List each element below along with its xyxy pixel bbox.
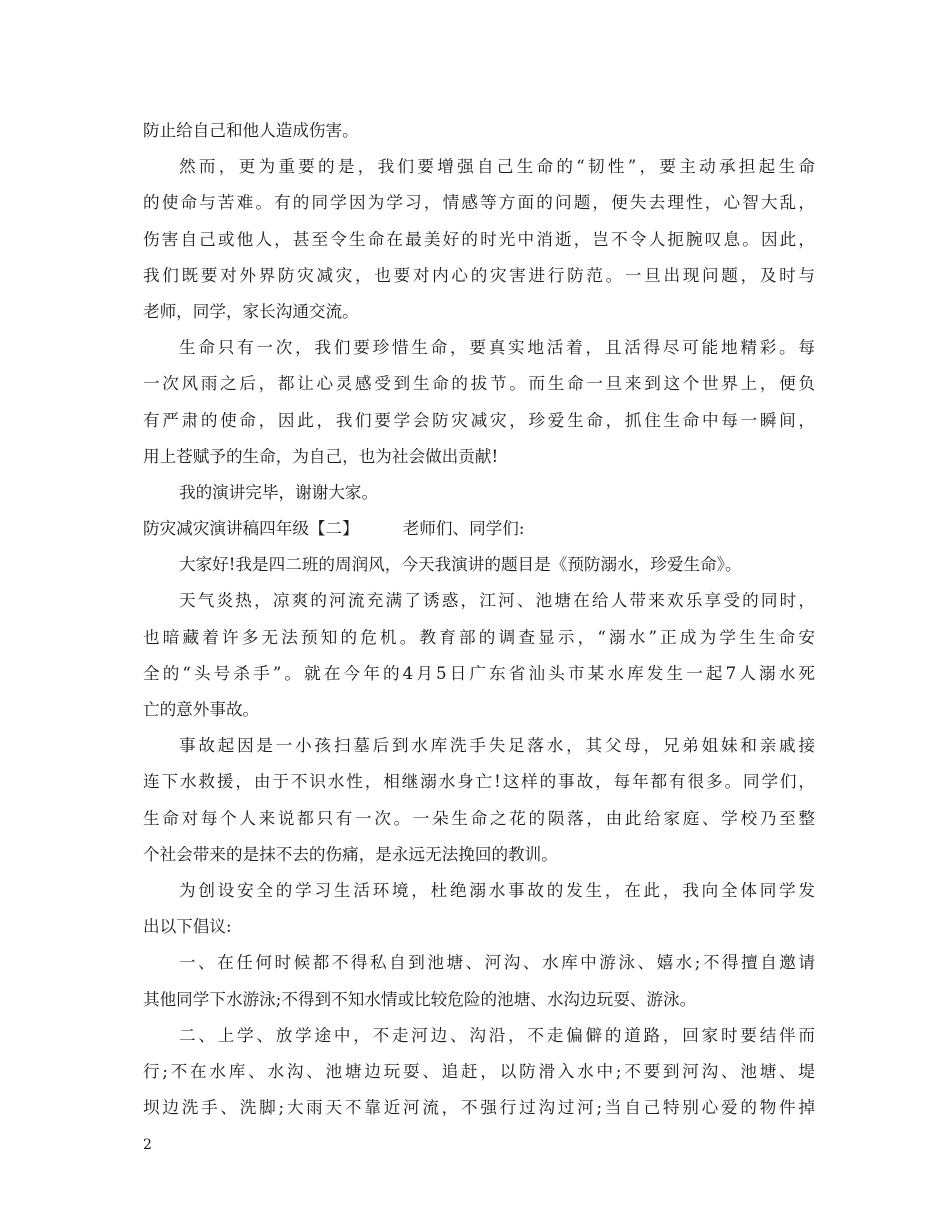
paragraph-line: 生命对每个人来说都只有一次。一朵生命之花的陨落，由此给家庭、学校乃至整 — [143, 808, 815, 828]
paragraph-line: 然而，更为重要的是，我们要增强自己生命的“韧性”，要主动承担起生命 — [179, 157, 815, 177]
paragraph-line: 用上苍赋予的生命，为自己，也为社会做出贡献! — [143, 446, 499, 466]
paragraph-line: 一次风雨之后，都让心灵感受到生命的拔节。而生命一旦来到这个世界上，便负 — [143, 374, 815, 394]
section-heading-line — [143, 511, 815, 547]
paragraph-line: 连下水救援，由于不识水性，相继溺水身亡!这样的事故，每年都有很多。同学们， — [143, 772, 815, 792]
salutation: 老师们、同学们: — [402, 519, 525, 539]
paragraph-line: 行;不在水库、水沟、池塘边玩耍、追赶，以防滑入水中;不要到河沟、池塘、堤 — [143, 1061, 815, 1081]
paragraph-line: 亡的意外事故。 — [143, 700, 260, 719]
paragraph-line: 天气炎热，凉爽的河流充满了诱惑，江河、池塘在给人带来欢乐享受的同时， — [179, 591, 815, 611]
paragraph-line: 的使命与苦难。有的同学因为学习，情感等方面的问题，便失去理性，心智大乱， — [143, 193, 815, 213]
paragraph-line: 有严肃的使命，因此，我们要学会防灾减灾，珍爱生命，抓住生命中每一瞬间， — [143, 410, 815, 430]
paragraph-line: 事故起因是一小孩扫墓后到水库洗手失足落水，其父母，兄弟姐妹和亲戚接 — [179, 736, 815, 756]
paragraph-line: 其他同学下水游泳;不得到不知水情或比较危险的池塘、水沟边玩耍、游泳。 — [143, 989, 697, 1009]
paragraph-line: 老师，同学，家长沟通交流。 — [143, 301, 359, 321]
section-heading: 防灾减灾演讲稿四年级【二】 — [143, 519, 359, 539]
paragraph-line: 防止给自己和他人造成伤害。 — [143, 121, 359, 140]
page-number: 2 — [143, 1137, 152, 1153]
paragraph-line: 二、上学、放学途中，不走河边、沟沿，不走偏僻的道路，回家时要结伴而 — [179, 1025, 815, 1045]
document-body — [143, 113, 815, 1126]
paragraph-line: 全的“头号杀手”。就在今年的4月5日广东省汕头市某水库发生一起7人溺水死 — [143, 663, 815, 683]
paragraph-line: 为创设安全的学习生活环境，杜绝溺水事故的发生，在此，我向全体同学发 — [179, 880, 815, 900]
paragraph-line: 坝边洗手、洗脚;大雨天不靠近河流，不强行过沟过河;当自己特别心爱的物件掉 — [143, 1098, 815, 1118]
paragraph-line: 个社会带来的是抹不去的伤痛，是永远无法挽回的教训。 — [143, 844, 558, 864]
paragraph-line: 伤害自己或他人，甚至令生命在最美好的时光中消逝，岂不令人扼腕叹息。因此， — [143, 229, 815, 249]
paragraph-line: 生命只有一次，我们要珍惜生命，要真实地活着，且活得尽可能地精彩。每 — [179, 338, 815, 358]
paragraph-line: 我的演讲完毕，谢谢大家。 — [179, 482, 379, 502]
paragraph-line: 也暗藏着许多无法预知的危机。教育部的调查显示，“溺水”正成为学生生命安 — [143, 627, 815, 647]
paragraph-line: 一、在任何时候都不得私自到池塘、河沟、水库中游泳、嬉水;不得擅自邀请 — [179, 953, 815, 973]
paragraph-line: 大家好!我是四二班的周润风，今天我演讲的题目是《预防溺水，珍爱生命》。 — [179, 555, 742, 575]
paragraph-line: 出以下倡议: — [143, 917, 232, 937]
paragraph-line: 我们既要对外界防灾减灾，也要对内心的灾害进行防范。一旦出现问题，及时与 — [143, 265, 815, 285]
